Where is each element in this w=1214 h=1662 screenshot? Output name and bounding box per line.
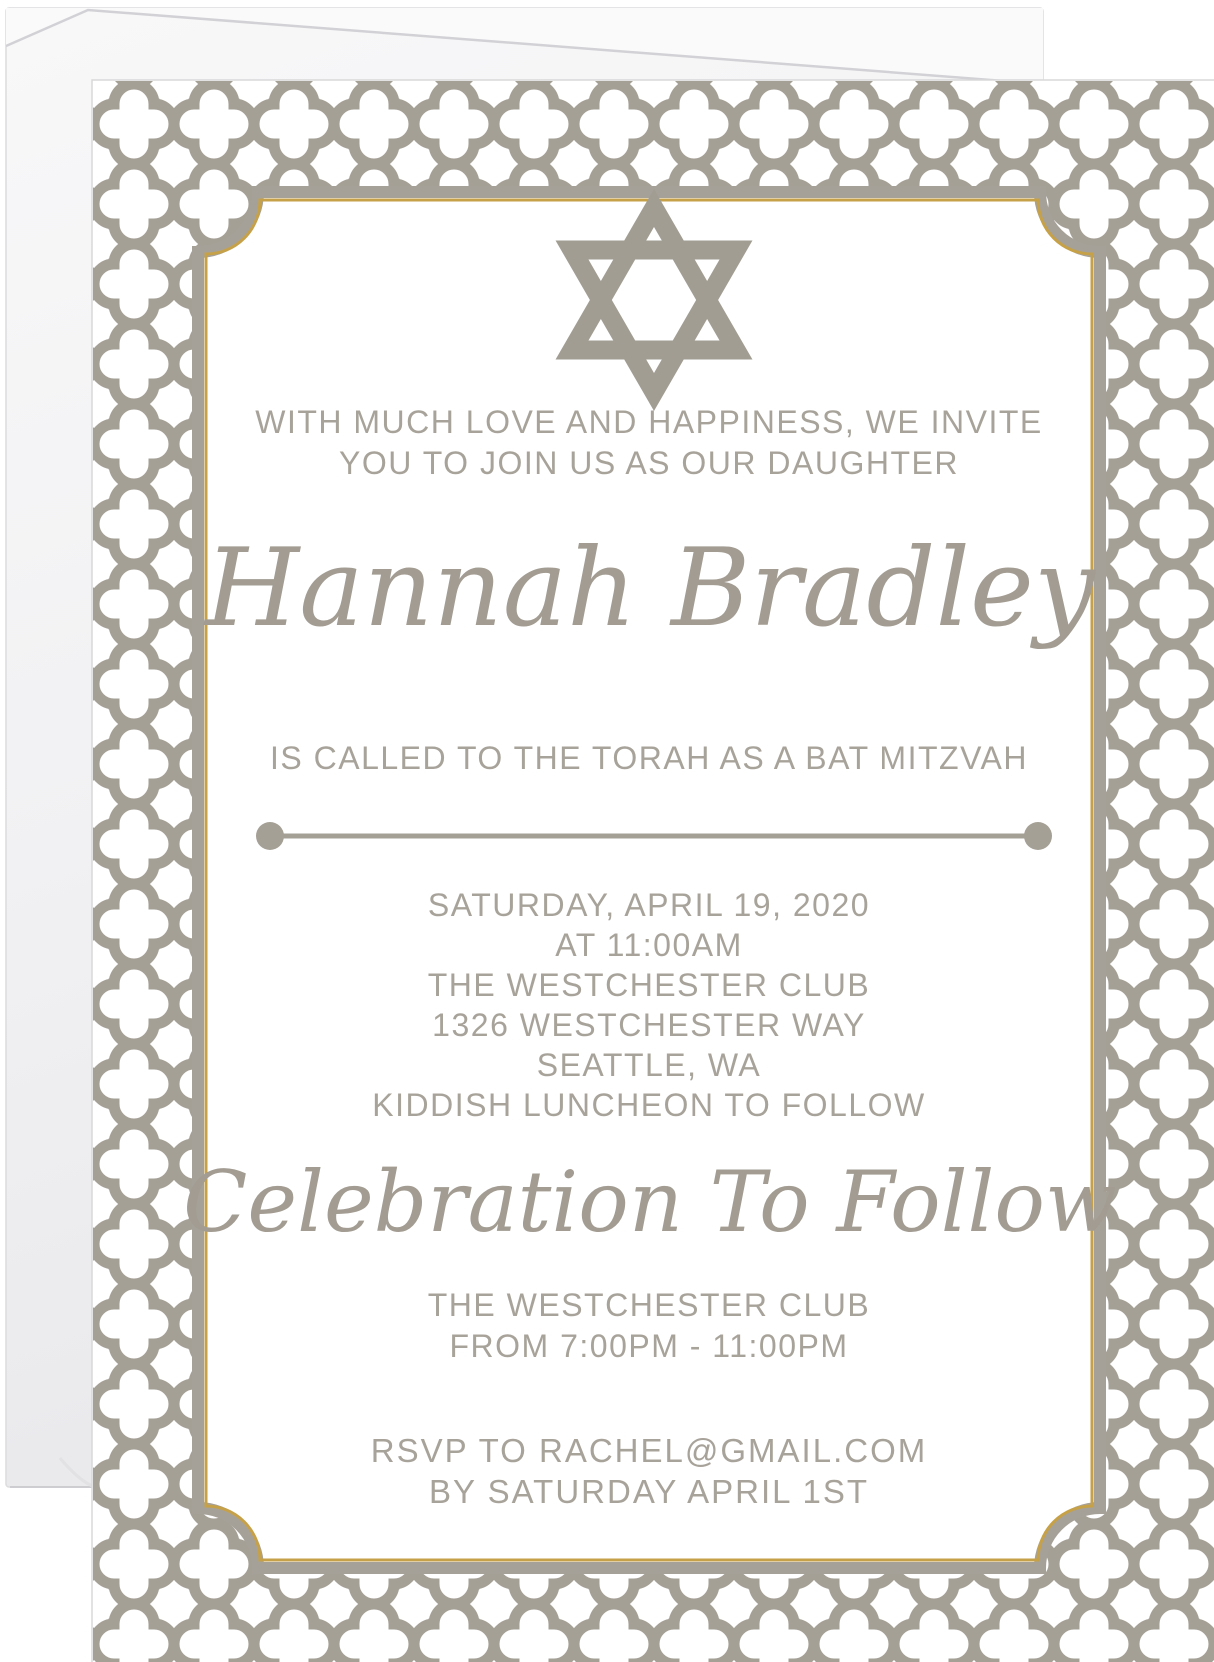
torah-line: IS CALLED TO THE TORAH AS A BAT MITZVAH xyxy=(270,740,1028,776)
ceremony-venue: THE WESTCHESTER CLUB xyxy=(427,967,871,1003)
ceremony-details xyxy=(198,885,1100,1125)
ceremony-street: 1326 WESTCHESTER WAY xyxy=(432,1007,866,1043)
ceremony-city: SEATTLE, WA xyxy=(536,1047,762,1083)
ceremony-date: SATURDAY, APRIL 19, 2020 xyxy=(427,887,871,923)
intro-line-2: YOU TO JOIN US AS OUR DAUGHTER xyxy=(339,445,959,481)
ceremony-luncheon: KIDDISH LUNCHEON TO FOLLOW xyxy=(372,1087,926,1123)
ceremony-time: AT 11:00AM xyxy=(555,927,743,963)
intro-text xyxy=(198,402,1100,484)
rsvp-details xyxy=(198,1430,1100,1512)
honoree-name: Hannah Bradley xyxy=(205,526,1095,651)
invitation-card xyxy=(92,80,1214,1662)
celebration-time: FROM 7:00PM - 11:00PM xyxy=(449,1328,849,1364)
celebration-details xyxy=(198,1285,1100,1367)
divider-right-dot xyxy=(1024,822,1052,850)
celebration-venue: THE WESTCHESTER CLUB xyxy=(427,1287,871,1323)
intro-line-1: WITH MUCH LOVE AND HAPPINESS, WE INVITE xyxy=(255,404,1043,440)
celebration-heading: Celebration To Follow xyxy=(183,1153,1117,1251)
divider-left-dot xyxy=(256,822,284,850)
rsvp-deadline-line: BY SATURDAY APRIL 1ST xyxy=(429,1473,869,1510)
rsvp-email-line: RSVP TO RACHEL@GMAIL.COM xyxy=(370,1432,928,1469)
